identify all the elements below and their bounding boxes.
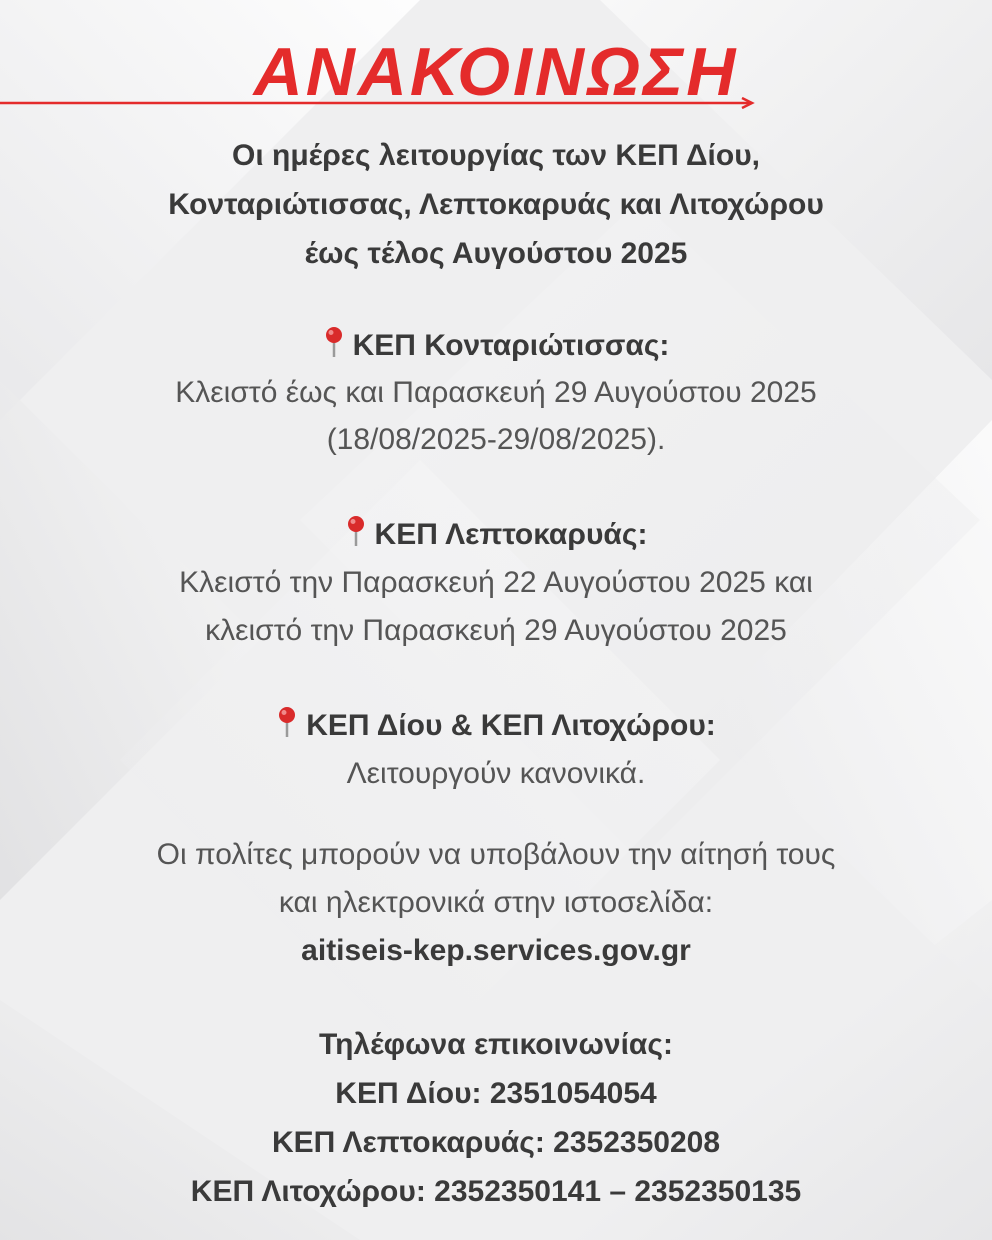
section-line: Κλειστό την Παρασκευή 22 Αυγούστου 2025 και bbox=[179, 566, 813, 599]
section-leptokarya bbox=[0, 511, 992, 655]
section-line: Κλειστό έως και Παρασκευή 29 Αυγούστου 2025 bbox=[175, 376, 817, 409]
intro-line: Οι ημέρες λειτουργίας των ΚΕΠ Δίου, bbox=[231, 139, 760, 172]
title-underline-arrow bbox=[0, 97, 760, 109]
contact-heading: Τηλέφωνα επικοινωνίας: bbox=[319, 1028, 673, 1061]
online-info bbox=[0, 831, 992, 975]
section-line: κλειστό την Παρασκευή 29 Αυγούστου 2025 bbox=[205, 614, 787, 647]
section-kontariotissa bbox=[0, 322, 992, 463]
announcement-title: ΑΝΑΚΟΙΝΩΣΗ bbox=[253, 34, 739, 110]
contact-phone: ΚΕΠ Λεπτοκαρυάς: 2352350208 bbox=[271, 1126, 721, 1159]
pushpin-icon bbox=[323, 326, 345, 358]
section-dion-litochoro bbox=[0, 702, 992, 798]
section-heading-text: ΚΕΠ Κονταριώτισσας: bbox=[352, 329, 670, 362]
intro-line: έως τέλος Αυγούστου 2025 bbox=[304, 237, 688, 270]
intro-text bbox=[0, 131, 992, 278]
section-heading bbox=[0, 702, 992, 750]
online-url-link[interactable]: aitiseis-kep.services.gov.gr bbox=[301, 934, 691, 967]
section-heading bbox=[0, 511, 992, 559]
contact-info bbox=[0, 1020, 992, 1216]
intro-line: Κονταριώτισσας, Λεπτοκαρυάς και Λιτοχώρου bbox=[168, 188, 824, 221]
contact-phone: ΚΕΠ Δίου: 2351054054 bbox=[335, 1077, 657, 1110]
contact-phone: ΚΕΠ Λιτοχώρου: 2352350141 – 2352350135 bbox=[190, 1175, 802, 1208]
pushpin-icon bbox=[276, 706, 298, 738]
section-line: (18/08/2025-29/08/2025). bbox=[326, 423, 666, 456]
section-line: Λειτουργούν κανονικά. bbox=[346, 757, 646, 790]
section-heading-text: ΚΕΠ Λεπτοκαρυάς: bbox=[374, 518, 648, 551]
online-line: Οι πολίτες μπορούν να υποβάλουν την αίτησή τους bbox=[156, 838, 836, 871]
section-heading-text: ΚΕΠ Δίου & ΚΕΠ Λιτοχώρου: bbox=[306, 709, 716, 742]
pushpin-icon bbox=[345, 515, 367, 547]
online-line: και ηλεκτρονικά στην ιστοσελίδα: bbox=[278, 886, 714, 919]
section-heading bbox=[0, 322, 992, 369]
